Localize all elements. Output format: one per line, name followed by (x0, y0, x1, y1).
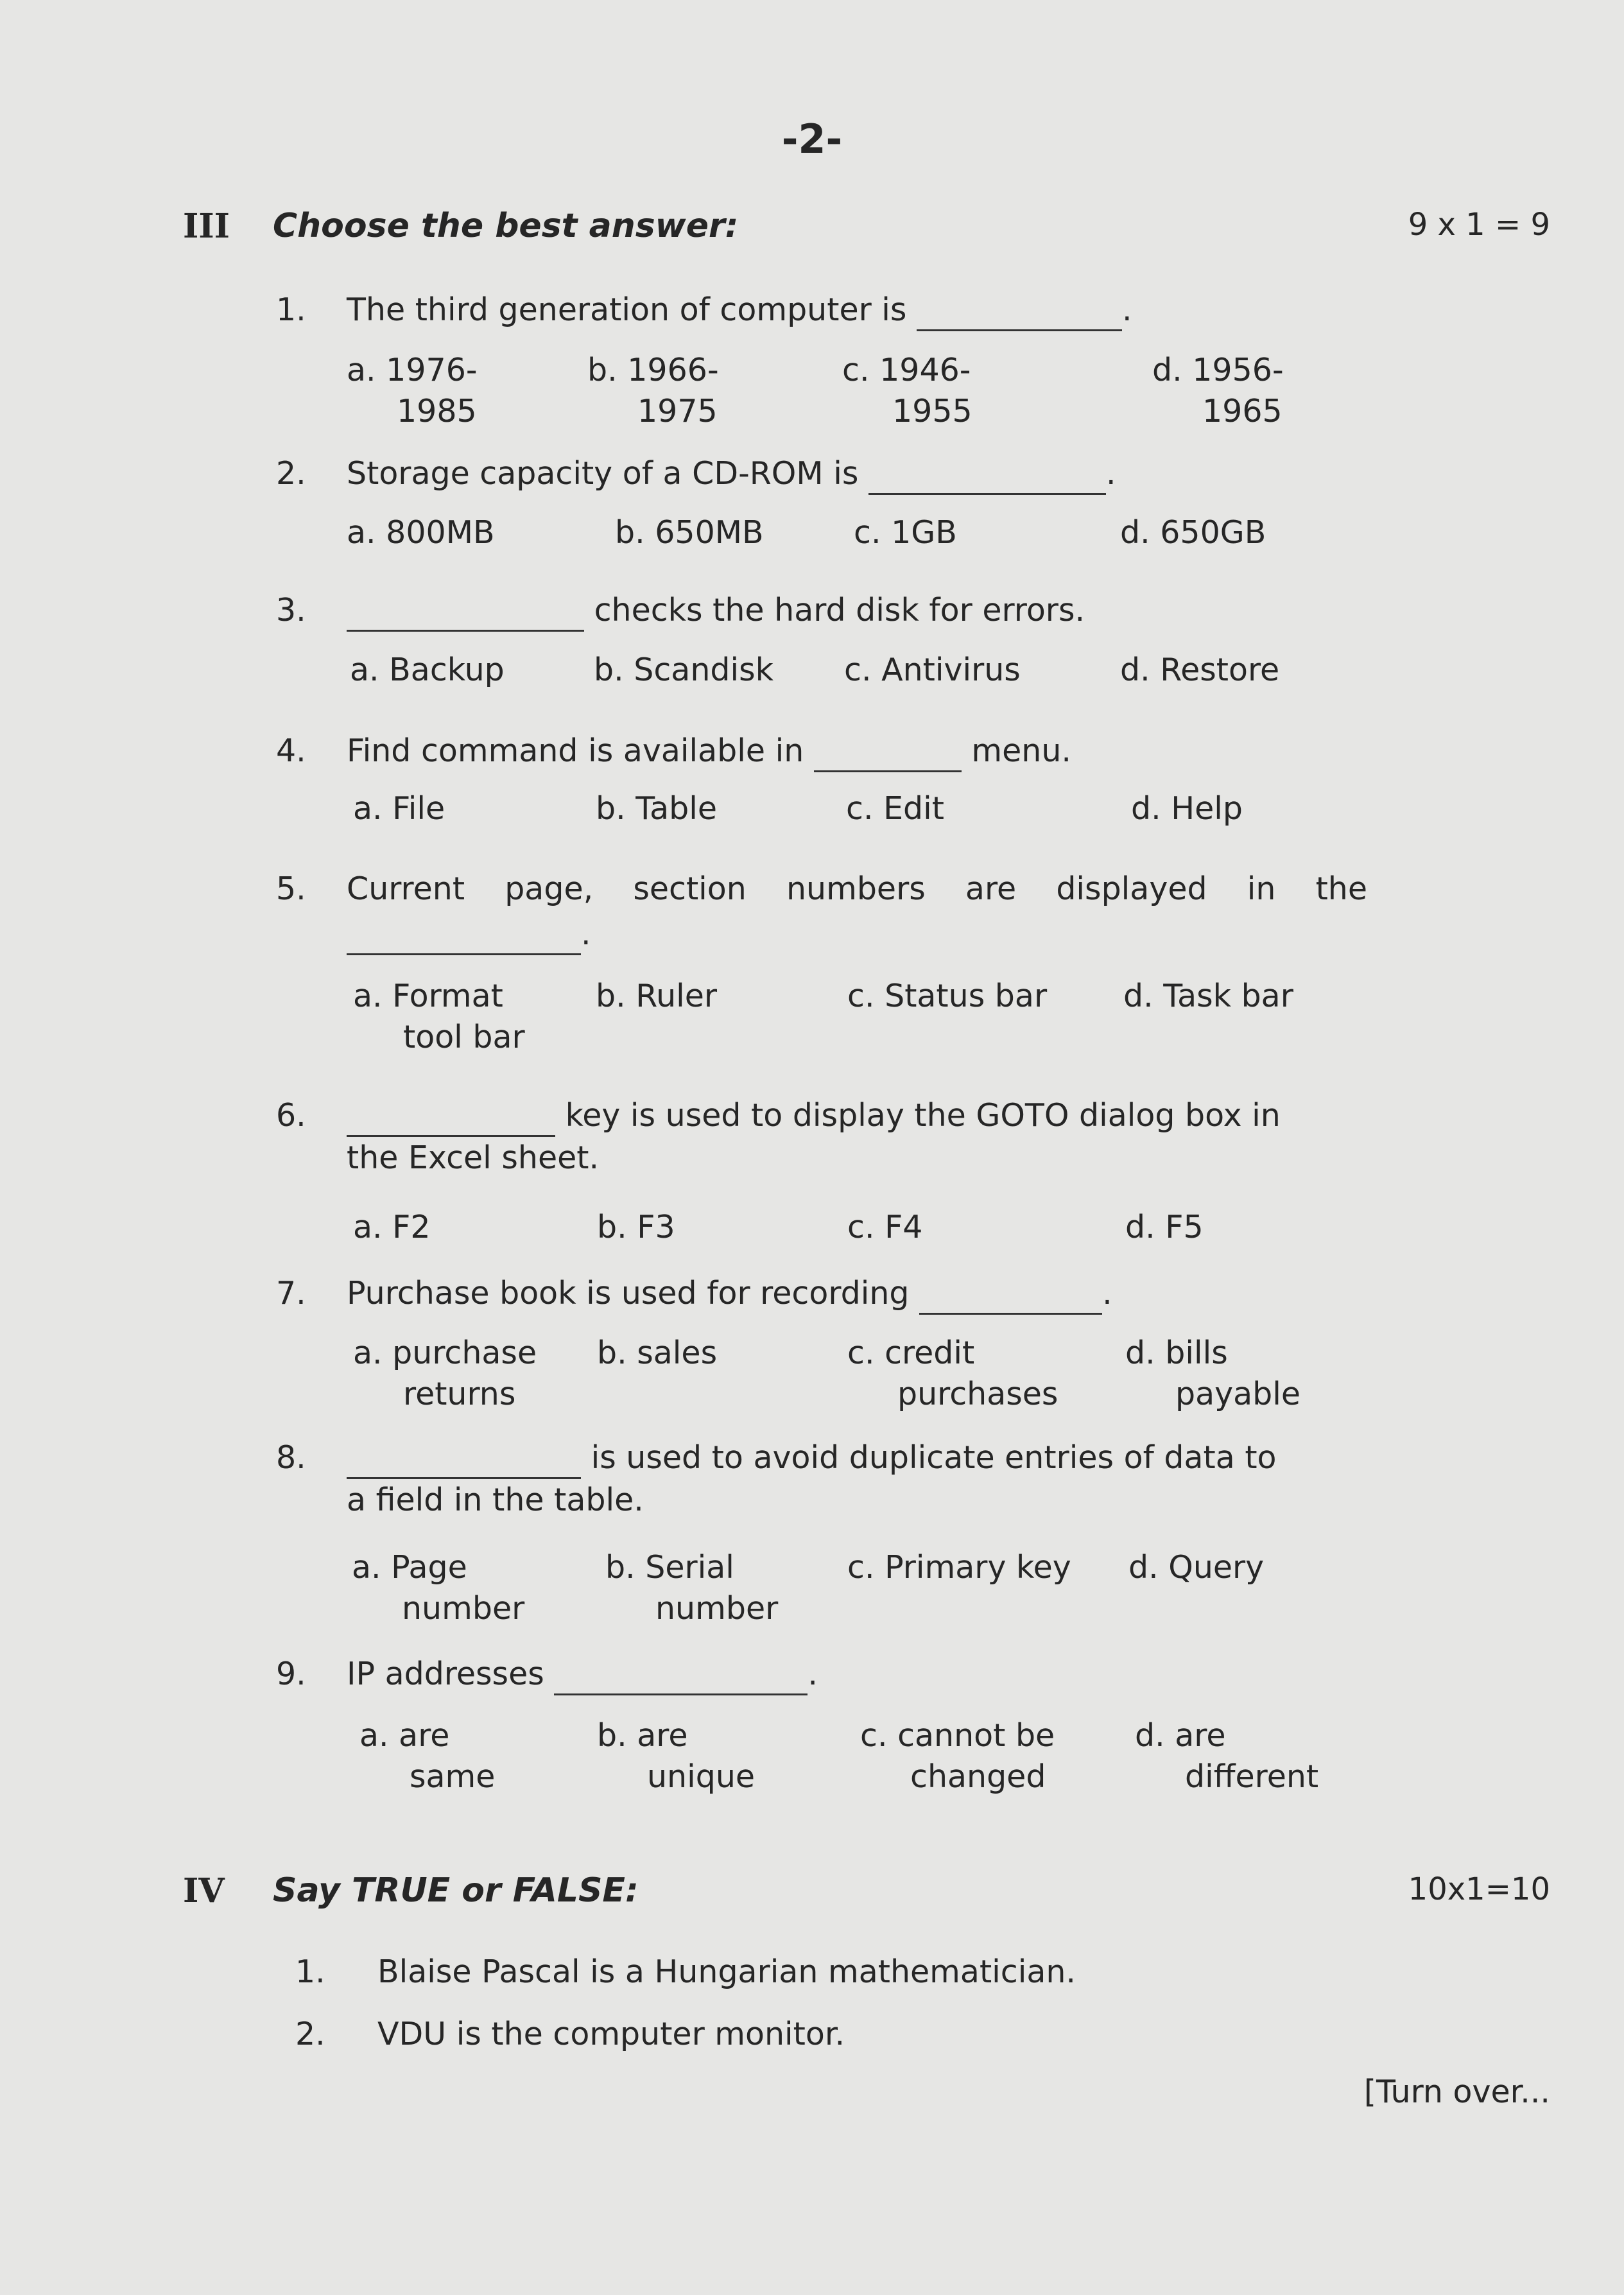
question-text: checks the hard disk for errors. (347, 589, 1367, 632)
option-d: d. 650GB (1120, 514, 1266, 551)
option-a: a. F2 (353, 1209, 431, 1245)
option-b: b. Ruler (596, 978, 718, 1014)
answer-blank (814, 737, 962, 772)
option-c: c. 1GB (854, 514, 957, 551)
option-c: c. 1946- 1955 (842, 352, 972, 429)
question-number: 2. (276, 455, 306, 492)
question-text: The third generation of computer is . (347, 289, 1367, 331)
option-b: b. 650MB (615, 514, 764, 551)
question-text-cont: . (347, 913, 591, 955)
question-number: 7. (276, 1275, 306, 1312)
option-b: b. are unique (597, 1717, 756, 1795)
section-4-number: IV (183, 1871, 225, 1910)
option-d: d. bills payable (1125, 1335, 1301, 1412)
question-text: key is used to display the GOTO dialog box in the Excel sheet. (347, 1097, 1281, 1176)
section-3-marks: 9 x 1 = 9 (1408, 207, 1550, 243)
option-d: d. Restore (1120, 652, 1280, 688)
option-b: b. sales (597, 1335, 718, 1371)
option-b: b. F3 (597, 1209, 675, 1245)
option-a: a. are same (359, 1717, 496, 1795)
option-a: a. Format tool bar (353, 978, 525, 1055)
answer-blank (347, 1102, 555, 1137)
option-d: d. Help (1131, 790, 1243, 827)
option-c: c. Primary key (847, 1549, 1071, 1586)
section-4-heading (183, 1871, 1550, 1916)
question-number: 9. (276, 1656, 306, 1692)
option-d: d. are different (1135, 1717, 1319, 1795)
section-3-title: Choose the best answer: (273, 207, 739, 245)
question-text: Find command is available in menu. (347, 730, 1367, 772)
option-b: b. 1966- 1975 (587, 352, 719, 429)
question-text: Current page, section numbers are displayed in the (347, 870, 1367, 907)
question-number: 6. (276, 1097, 306, 1134)
option-b: b. Scandisk (594, 652, 774, 688)
item-text: Blaise Pascal is a Hungarian mathematician. (377, 1953, 1076, 1990)
question-text: Purchase book is used for recording . (347, 1272, 1367, 1315)
option-c: c. Edit (846, 790, 944, 827)
page-number: -2- (781, 116, 843, 162)
answer-blank (919, 1279, 1102, 1315)
option-d: d. F5 (1125, 1209, 1204, 1245)
section-4-marks: 10x1=10 (1408, 1871, 1550, 1907)
option-c: c. credit purchases (847, 1335, 1058, 1412)
option-a: a. File (353, 790, 445, 827)
question-number: 5. (276, 870, 306, 907)
question-number: 3. (276, 592, 306, 628)
option-c: c. Status bar (847, 978, 1048, 1014)
item-text: VDU is the computer monitor. (377, 2016, 845, 2052)
answer-blank (868, 460, 1106, 495)
turn-over-note: [Turn over... (1363, 2074, 1550, 2110)
answer-blank (347, 920, 581, 955)
answer-blank (554, 1660, 808, 1695)
section-3-number: III (183, 207, 230, 246)
option-a: a. 1976- 1985 (347, 352, 478, 429)
option-a: a. 800MB (347, 514, 495, 551)
question-text: IP addresses . (347, 1653, 1367, 1695)
option-c: c. cannot be changed (860, 1717, 1055, 1795)
item-number: 1. (295, 1953, 325, 1990)
question-number: 4. (276, 732, 306, 769)
option-d: d. Query (1128, 1549, 1265, 1586)
question-number: 8. (276, 1439, 306, 1476)
option-a: a. Backup (350, 652, 505, 688)
option-b: b. Serial number (605, 1549, 779, 1627)
option-a: a. purchase returns (353, 1335, 537, 1412)
option-a: a. Page number (352, 1549, 525, 1627)
option-d: d. Task bar (1123, 978, 1293, 1014)
section-3-heading (183, 207, 1550, 252)
section-4-title: Say TRUE or FALSE: (273, 1871, 639, 1910)
option-c: c. F4 (847, 1209, 923, 1245)
option-d: d. 1956- 1965 (1152, 352, 1284, 429)
question-text: is used to avoid duplicate entries of data to a field in the table. (347, 1439, 1277, 1518)
answer-blank (917, 296, 1122, 331)
option-b: b. Table (596, 790, 717, 827)
answer-blank (347, 596, 584, 632)
question-text: Storage capacity of a CD-ROM is . (347, 453, 1367, 495)
option-c: c. Antivirus (844, 652, 1021, 688)
question-number: 1. (276, 291, 306, 328)
answer-blank (347, 1444, 581, 1479)
item-number: 2. (295, 2016, 325, 2052)
